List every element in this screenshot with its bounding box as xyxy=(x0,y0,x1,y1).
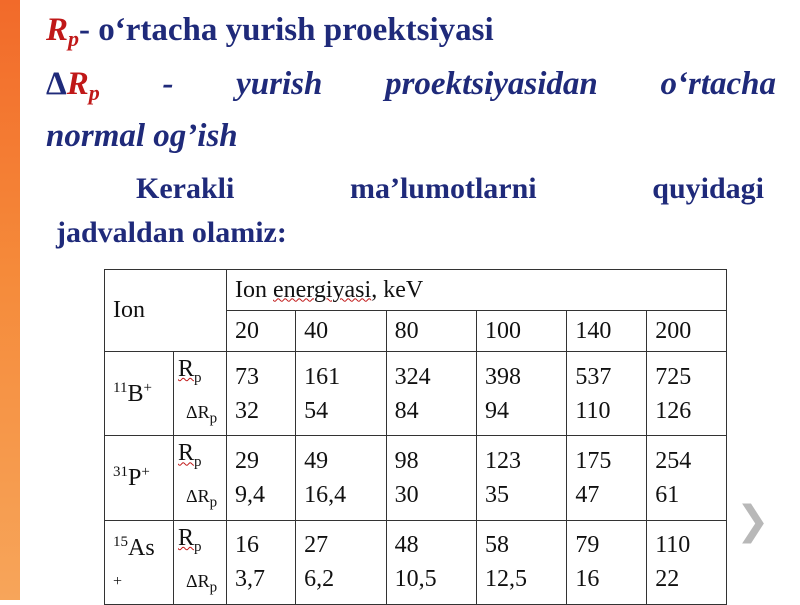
ion-label: $^{31}$P+ xyxy=(105,436,174,520)
intro-sentence xyxy=(136,172,764,206)
energy-cell: 80 xyxy=(386,311,476,352)
ion-header: Ion xyxy=(105,270,227,352)
value-cell: 725 126 xyxy=(647,352,727,436)
intro-sentence-end: jadvaldan olamiz: xyxy=(56,216,287,249)
value-cell: 324 84 xyxy=(386,352,476,436)
side-accent-bar xyxy=(0,0,20,600)
table-row xyxy=(105,436,727,520)
value-cell: 254 61 xyxy=(647,436,727,520)
value-cell: 48 10,5 xyxy=(386,520,476,604)
delta-rp-symbol: $\Delta R_p$ xyxy=(46,66,100,105)
energy-header: Ion energiyasi, keV xyxy=(227,270,727,311)
value-cell: 79 16 xyxy=(567,520,647,604)
parameter-labels: $R_p$ $\Delta R_p$ xyxy=(174,520,227,604)
value-cell: 16 3,7 xyxy=(227,520,296,604)
parameter-labels: $R_p$ $\Delta R_p$ xyxy=(174,436,227,520)
definition-word: - xyxy=(162,66,174,102)
value-cell: 29 9,4 xyxy=(227,436,296,520)
energy-cell: 40 xyxy=(296,311,386,352)
table-header-row xyxy=(105,270,727,311)
definition-rp xyxy=(46,12,494,52)
chevron-right-icon[interactable]: ❯ xyxy=(736,498,770,544)
value-cell: 73 32 xyxy=(227,352,296,436)
energy-cell: 200 xyxy=(647,311,727,352)
energy-cell: 100 xyxy=(476,311,566,352)
value-cell: 537 110 xyxy=(567,352,647,436)
definition-continuation: normal og’ish xyxy=(46,118,238,154)
ion-label: $^{11}$B+ xyxy=(105,352,174,436)
ion-label: $^{15}$As + xyxy=(105,520,174,604)
intro-word: ma’lumotlarni xyxy=(349,172,537,205)
table-row xyxy=(105,352,727,436)
value-cell: 27 6,2 xyxy=(296,520,386,604)
energy-cell: 20 xyxy=(227,311,296,352)
rp-definition-text: - o‘rtacha yurish proektsiyasi xyxy=(79,12,494,48)
definition-delta-rp xyxy=(46,66,776,106)
definition-word: o‘rtacha xyxy=(660,66,776,102)
rp-symbol: $R_p$ xyxy=(46,12,80,51)
definition-word: proektsiyasidan xyxy=(385,66,598,102)
value-cell: 49 16,4 xyxy=(296,436,386,520)
value-cell: 398 94 xyxy=(476,352,566,436)
value-cell: 110 22 xyxy=(647,520,727,604)
energy-cell: 140 xyxy=(567,311,647,352)
value-cell: 161 54 xyxy=(296,352,386,436)
value-cell: 175 47 xyxy=(567,436,647,520)
intro-word: quyidagi xyxy=(652,172,764,205)
definition-word: yurish xyxy=(236,66,323,102)
parameter-labels: $R_p$ $\Delta R_p$ xyxy=(174,352,227,436)
value-cell: 123 35 xyxy=(476,436,566,520)
table-row xyxy=(105,520,727,604)
value-cell: 98 30 xyxy=(386,436,476,520)
ion-range-table xyxy=(104,269,727,605)
value-cell: 58 12,5 xyxy=(476,520,566,604)
intro-word: Kerakli xyxy=(136,172,235,205)
